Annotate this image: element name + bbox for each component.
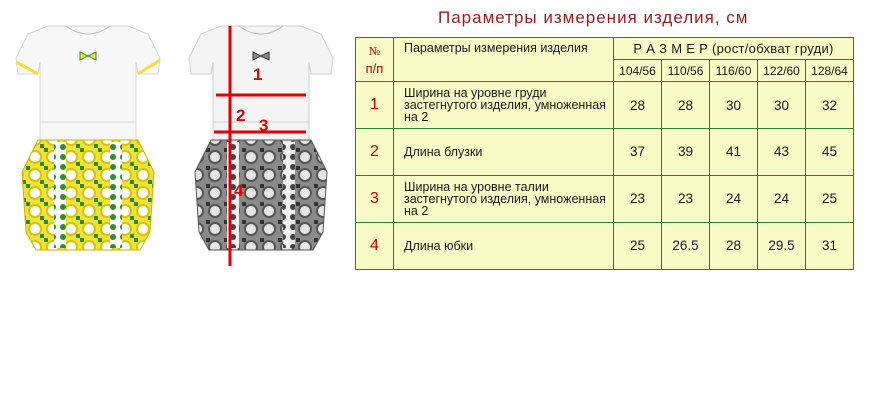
marker-3: 3 — [259, 116, 269, 135]
row-value: 28 — [710, 222, 758, 269]
size-header: 116/60 — [710, 60, 758, 82]
row-value: 23 — [614, 175, 662, 222]
row-parameter: Ширина на уровне груди застегнутого изделия, умноженная на 2 — [394, 82, 614, 129]
garment-illustrations — [8, 22, 353, 272]
marker-4: 4 — [234, 181, 244, 200]
row-value: 41 — [710, 129, 758, 175]
marker-2: 2 — [236, 106, 246, 125]
size-header: 110/56 — [662, 60, 710, 82]
row-value: 31 — [806, 222, 854, 269]
row-value: 30 — [758, 82, 806, 129]
row-parameter: Длина блузки — [394, 129, 614, 175]
row-number: 1 — [356, 82, 394, 129]
header-number-cell — [356, 38, 394, 82]
row-value: 30 — [710, 82, 758, 129]
table-row — [356, 129, 854, 175]
dress-color-figure — [16, 26, 160, 250]
row-value: 24 — [710, 175, 758, 222]
row-number: 4 — [356, 222, 394, 269]
row-parameter: Ширина на уровне талии застегнутого изделия, умноженная на 2 — [394, 175, 614, 222]
marker-1: 1 — [253, 65, 263, 84]
row-value: 25 — [614, 222, 662, 269]
size-header: 122/60 — [758, 60, 806, 82]
row-value: 43 — [758, 129, 806, 175]
page-title: Параметры измерения изделия, см — [438, 8, 749, 27]
header-parameter-label: Параметры измерения изделия — [394, 38, 614, 82]
table-row — [356, 82, 854, 129]
row-number: 2 — [356, 129, 394, 175]
header-size-label: Р А З М Е Р (рост/обхват груди) — [614, 38, 854, 60]
row-value: 32 — [806, 82, 854, 129]
number-symbol: № — [368, 43, 381, 58]
table-row — [356, 222, 854, 269]
row-value: 29.5 — [758, 222, 806, 269]
row-value: 37 — [614, 129, 662, 175]
row-value: 23 — [662, 175, 710, 222]
row-parameter: Длина юбки — [394, 222, 614, 269]
row-value: 39 — [662, 129, 710, 175]
row-value: 24 — [758, 175, 806, 222]
size-table — [355, 37, 854, 270]
row-value: 26.5 — [662, 222, 710, 269]
row-value: 28 — [662, 82, 710, 129]
row-value: 45 — [806, 129, 854, 175]
table-row — [356, 175, 854, 222]
row-value: 28 — [614, 82, 662, 129]
row-number: 3 — [356, 175, 394, 222]
dress-measurement-figure — [189, 26, 333, 266]
number-label: п/п — [365, 60, 384, 76]
row-value: 25 — [806, 175, 854, 222]
size-header: 128/64 — [806, 60, 854, 82]
size-header: 104/56 — [614, 60, 662, 82]
